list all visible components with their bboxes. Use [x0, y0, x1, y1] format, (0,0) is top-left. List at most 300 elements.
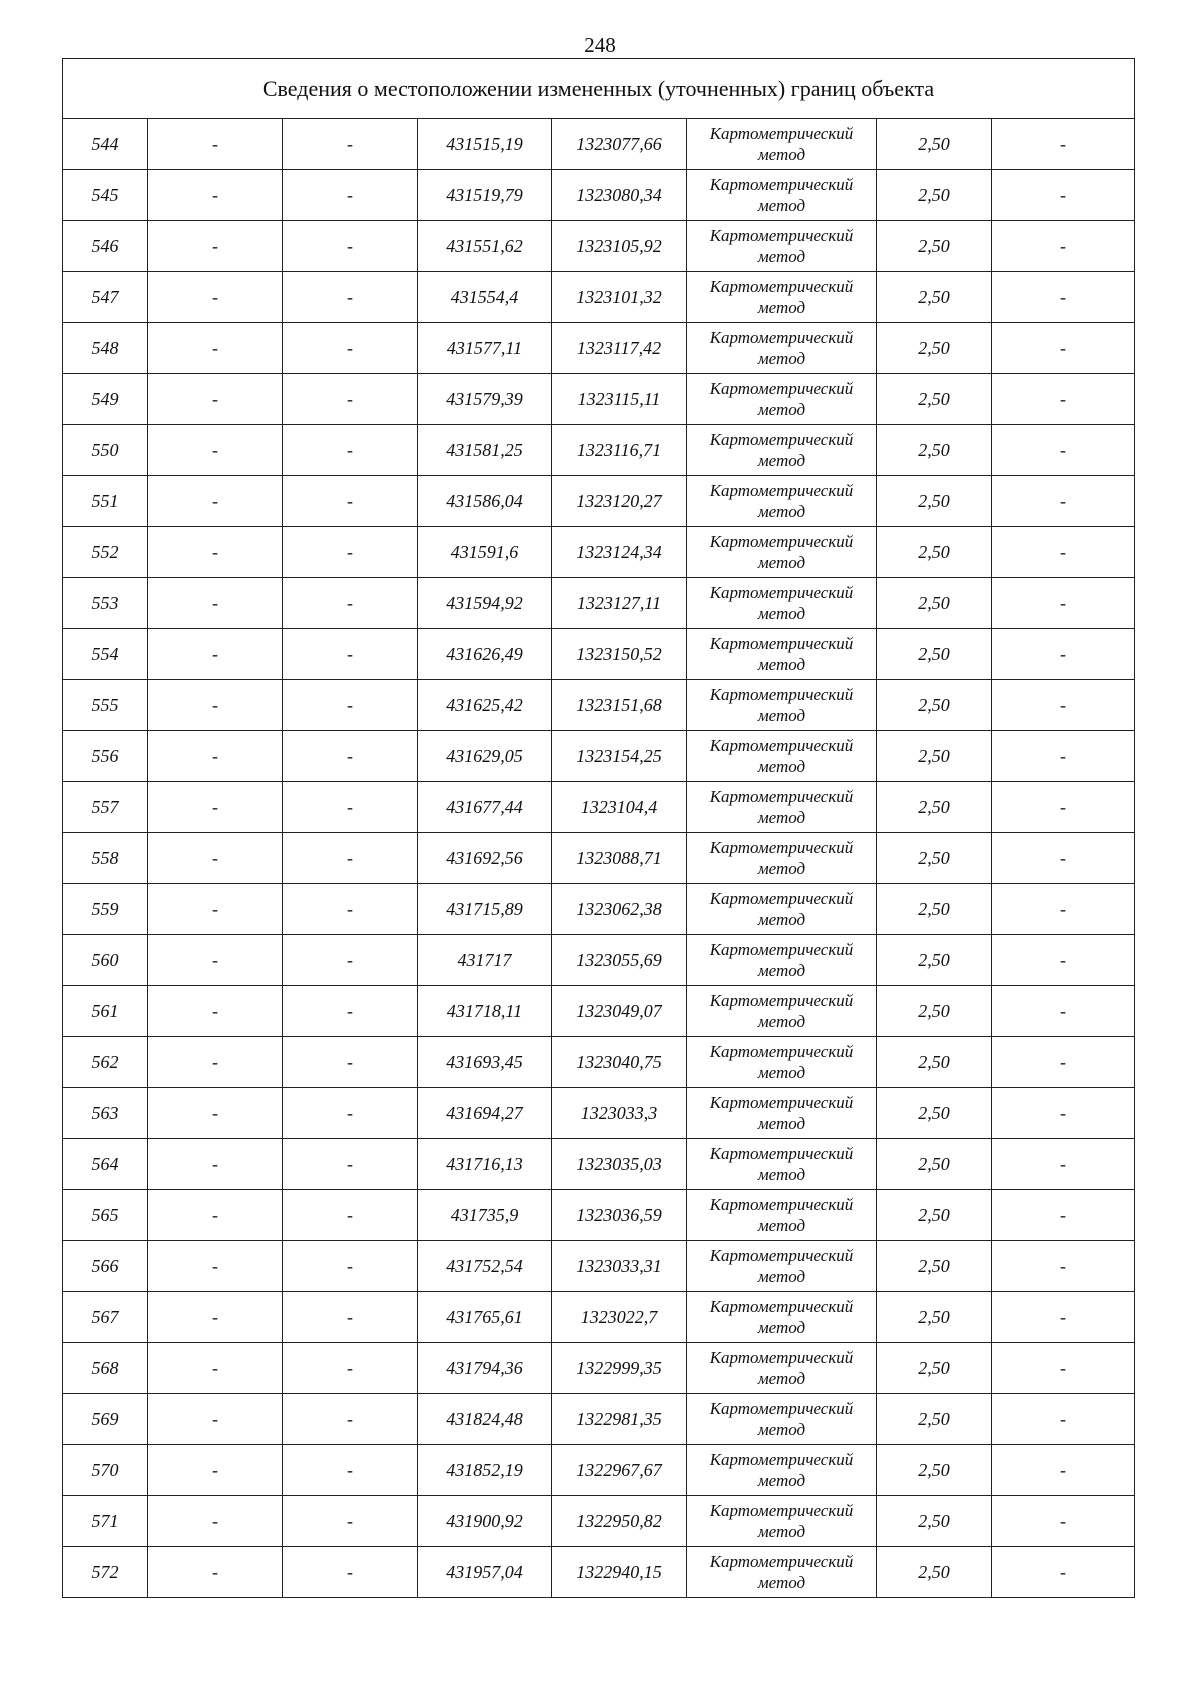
- table-row: [63, 221, 1135, 272]
- point-number-cell: 553: [63, 578, 148, 629]
- method-cell: [687, 1445, 877, 1496]
- method-label-line-2: метод: [757, 1522, 806, 1541]
- empty-value-cell: -: [148, 935, 283, 986]
- x-coordinate-cell: 431824,48: [418, 1394, 552, 1445]
- y-coordinate-cell: 1323117,42: [552, 323, 687, 374]
- method-cell: [687, 884, 877, 935]
- x-coordinate-cell: 431626,49: [418, 629, 552, 680]
- empty-value-cell: -: [148, 323, 283, 374]
- method-label-line-2: метод: [757, 1012, 806, 1031]
- accuracy-cell: 2,50: [877, 272, 992, 323]
- empty-value-cell: -: [148, 119, 283, 170]
- method-label-line-1: Картометрический: [709, 1042, 854, 1061]
- empty-value-cell: -: [992, 1037, 1135, 1088]
- accuracy-cell: 2,50: [877, 1343, 992, 1394]
- empty-value-cell: -: [992, 731, 1135, 782]
- method-cell: [687, 170, 877, 221]
- method-cell: [687, 1139, 877, 1190]
- table-row: [63, 578, 1135, 629]
- method-cell: [687, 476, 877, 527]
- method-cell: [687, 1190, 877, 1241]
- empty-value-cell: -: [148, 1547, 283, 1598]
- accuracy-cell: 2,50: [877, 1496, 992, 1547]
- empty-value-cell: -: [992, 1547, 1135, 1598]
- table-row: [63, 374, 1135, 425]
- accuracy-cell: 2,50: [877, 884, 992, 935]
- method-label-line-2: метод: [757, 553, 806, 572]
- empty-value-cell: -: [992, 1343, 1135, 1394]
- method-label-line-2: метод: [757, 1063, 806, 1082]
- table-row: [63, 272, 1135, 323]
- table-row: [63, 1547, 1135, 1598]
- empty-value-cell: -: [148, 374, 283, 425]
- empty-value-cell: -: [148, 1088, 283, 1139]
- point-number-cell: 561: [63, 986, 148, 1037]
- table-row: [63, 1139, 1135, 1190]
- method-label-line-2: метод: [757, 451, 806, 470]
- y-coordinate-cell: 1323124,34: [552, 527, 687, 578]
- point-number-cell: 566: [63, 1241, 148, 1292]
- y-coordinate-cell: 1323088,71: [552, 833, 687, 884]
- empty-value-cell: -: [992, 374, 1135, 425]
- empty-value-cell: -: [148, 1496, 283, 1547]
- empty-value-cell: -: [283, 1292, 418, 1343]
- point-number-cell: 564: [63, 1139, 148, 1190]
- empty-value-cell: -: [992, 272, 1135, 323]
- accuracy-cell: 2,50: [877, 1190, 992, 1241]
- x-coordinate-cell: 431717: [418, 935, 552, 986]
- method-label-line-1: Картометрический: [709, 991, 854, 1010]
- empty-value-cell: -: [283, 884, 418, 935]
- method-cell: [687, 374, 877, 425]
- method-cell: [687, 782, 877, 833]
- point-number-cell: 565: [63, 1190, 148, 1241]
- method-cell: [687, 680, 877, 731]
- empty-value-cell: -: [992, 986, 1135, 1037]
- table-row: [63, 1037, 1135, 1088]
- y-coordinate-cell: 1323105,92: [552, 221, 687, 272]
- table-row: [63, 884, 1135, 935]
- method-label-line-1: Картометрический: [709, 634, 854, 653]
- y-coordinate-cell: 1323115,11: [552, 374, 687, 425]
- method-cell: [687, 323, 877, 374]
- empty-value-cell: -: [283, 119, 418, 170]
- x-coordinate-cell: 431752,54: [418, 1241, 552, 1292]
- empty-value-cell: -: [148, 272, 283, 323]
- point-number-cell: 569: [63, 1394, 148, 1445]
- table-row: [63, 1292, 1135, 1343]
- x-coordinate-cell: 431718,11: [418, 986, 552, 1037]
- empty-value-cell: -: [992, 119, 1135, 170]
- point-number-cell: 547: [63, 272, 148, 323]
- method-label-line-1: Картометрический: [709, 685, 854, 704]
- method-cell: [687, 1496, 877, 1547]
- point-number-cell: 567: [63, 1292, 148, 1343]
- empty-value-cell: -: [992, 1394, 1135, 1445]
- method-label-line-1: Картометрический: [709, 175, 854, 194]
- point-number-cell: 560: [63, 935, 148, 986]
- method-label-line-1: Картометрический: [709, 583, 854, 602]
- method-label-line-1: Картометрический: [709, 1297, 854, 1316]
- method-label-line-1: Картометрический: [709, 1399, 854, 1418]
- method-label-line-2: метод: [757, 655, 806, 674]
- method-label-line-2: метод: [757, 1114, 806, 1133]
- x-coordinate-cell: 431629,05: [418, 731, 552, 782]
- method-label-line-2: метод: [757, 502, 806, 521]
- method-label-line-2: метод: [757, 604, 806, 623]
- empty-value-cell: -: [992, 1241, 1135, 1292]
- empty-value-cell: -: [283, 1547, 418, 1598]
- y-coordinate-cell: 1323151,68: [552, 680, 687, 731]
- empty-value-cell: -: [992, 425, 1135, 476]
- empty-value-cell: -: [148, 884, 283, 935]
- point-number-cell: 572: [63, 1547, 148, 1598]
- empty-value-cell: -: [148, 1241, 283, 1292]
- empty-value-cell: -: [148, 1037, 283, 1088]
- table-row: [63, 731, 1135, 782]
- y-coordinate-cell: 1323033,31: [552, 1241, 687, 1292]
- y-coordinate-cell: 1323055,69: [552, 935, 687, 986]
- accuracy-cell: 2,50: [877, 629, 992, 680]
- method-label-line-1: Картометрический: [709, 532, 854, 551]
- x-coordinate-cell: 431515,19: [418, 119, 552, 170]
- y-coordinate-cell: 1323022,7: [552, 1292, 687, 1343]
- x-coordinate-cell: 431625,42: [418, 680, 552, 731]
- y-coordinate-cell: 1323040,75: [552, 1037, 687, 1088]
- method-label-line-1: Картометрический: [709, 1195, 854, 1214]
- method-label-line-1: Картометрический: [709, 1501, 854, 1520]
- empty-value-cell: -: [148, 629, 283, 680]
- method-cell: [687, 425, 877, 476]
- table-row: [63, 986, 1135, 1037]
- method-cell: [687, 119, 877, 170]
- method-cell: [687, 527, 877, 578]
- method-label-line-1: Картометрический: [709, 277, 854, 296]
- point-number-cell: 563: [63, 1088, 148, 1139]
- accuracy-cell: 2,50: [877, 680, 992, 731]
- table-row: [63, 629, 1135, 680]
- accuracy-cell: 2,50: [877, 731, 992, 782]
- method-label-line-2: метод: [757, 145, 806, 164]
- method-cell: [687, 731, 877, 782]
- method-label-line-1: Картометрический: [709, 379, 854, 398]
- x-coordinate-cell: 431579,39: [418, 374, 552, 425]
- empty-value-cell: -: [283, 1139, 418, 1190]
- accuracy-cell: 2,50: [877, 833, 992, 884]
- x-coordinate-cell: 431716,13: [418, 1139, 552, 1190]
- accuracy-cell: 2,50: [877, 323, 992, 374]
- x-coordinate-cell: 431900,92: [418, 1496, 552, 1547]
- method-label-line-1: Картометрический: [709, 1144, 854, 1163]
- table-row: [63, 833, 1135, 884]
- method-label-line-1: Картометрический: [709, 838, 854, 857]
- empty-value-cell: -: [148, 1190, 283, 1241]
- empty-value-cell: -: [148, 527, 283, 578]
- method-label-line-1: Картометрический: [709, 124, 854, 143]
- y-coordinate-cell: 1322940,15: [552, 1547, 687, 1598]
- empty-value-cell: -: [283, 272, 418, 323]
- y-coordinate-cell: 1323062,38: [552, 884, 687, 935]
- accuracy-cell: 2,50: [877, 782, 992, 833]
- empty-value-cell: -: [283, 680, 418, 731]
- method-label-line-2: метод: [757, 400, 806, 419]
- x-coordinate-cell: 431694,27: [418, 1088, 552, 1139]
- method-label-line-2: метод: [757, 910, 806, 929]
- point-number-cell: 570: [63, 1445, 148, 1496]
- accuracy-cell: 2,50: [877, 578, 992, 629]
- accuracy-cell: 2,50: [877, 221, 992, 272]
- empty-value-cell: -: [148, 425, 283, 476]
- y-coordinate-cell: 1323154,25: [552, 731, 687, 782]
- y-coordinate-cell: 1323049,07: [552, 986, 687, 1037]
- x-coordinate-cell: 431715,89: [418, 884, 552, 935]
- empty-value-cell: -: [148, 1445, 283, 1496]
- empty-value-cell: -: [148, 578, 283, 629]
- point-number-cell: 545: [63, 170, 148, 221]
- method-label-line-2: метод: [757, 298, 806, 317]
- table-title: Сведения о местоположении измененных (уточненных) границ объекта: [63, 59, 1135, 119]
- method-label-line-2: метод: [757, 1573, 806, 1592]
- method-cell: [687, 1088, 877, 1139]
- empty-value-cell: -: [148, 680, 283, 731]
- point-number-cell: 546: [63, 221, 148, 272]
- empty-value-cell: -: [148, 782, 283, 833]
- y-coordinate-cell: 1322967,67: [552, 1445, 687, 1496]
- method-label-line-2: метод: [757, 349, 806, 368]
- empty-value-cell: -: [283, 1445, 418, 1496]
- point-number-cell: 554: [63, 629, 148, 680]
- method-cell: [687, 629, 877, 680]
- empty-value-cell: -: [283, 221, 418, 272]
- method-label-line-2: метод: [757, 1318, 806, 1337]
- empty-value-cell: -: [992, 782, 1135, 833]
- method-label-line-2: метод: [757, 1267, 806, 1286]
- method-label-line-1: Картометрический: [709, 1450, 854, 1469]
- empty-value-cell: -: [148, 476, 283, 527]
- accuracy-cell: 2,50: [877, 1037, 992, 1088]
- y-coordinate-cell: 1323036,59: [552, 1190, 687, 1241]
- method-label-line-2: метод: [757, 1216, 806, 1235]
- table-row: [63, 527, 1135, 578]
- empty-value-cell: -: [283, 986, 418, 1037]
- method-label-line-1: Картометрический: [709, 940, 854, 959]
- empty-value-cell: -: [283, 323, 418, 374]
- table-row: [63, 170, 1135, 221]
- y-coordinate-cell: 1322981,35: [552, 1394, 687, 1445]
- method-label-line-1: Картометрический: [709, 1246, 854, 1265]
- method-label-line-2: метод: [757, 706, 806, 725]
- table-row: [63, 1445, 1135, 1496]
- method-label-line-1: Картометрический: [709, 430, 854, 449]
- empty-value-cell: -: [992, 629, 1135, 680]
- accuracy-cell: 2,50: [877, 425, 992, 476]
- boundary-coordinates-table: [62, 58, 1135, 1598]
- accuracy-cell: 2,50: [877, 1394, 992, 1445]
- empty-value-cell: -: [283, 425, 418, 476]
- empty-value-cell: -: [283, 1496, 418, 1547]
- y-coordinate-cell: 1323101,32: [552, 272, 687, 323]
- method-label-line-2: метод: [757, 1165, 806, 1184]
- point-number-cell: 556: [63, 731, 148, 782]
- method-cell: [687, 1547, 877, 1598]
- point-number-cell: 544: [63, 119, 148, 170]
- y-coordinate-cell: 1323120,27: [552, 476, 687, 527]
- method-label-line-1: Картометрический: [709, 481, 854, 500]
- empty-value-cell: -: [992, 833, 1135, 884]
- method-label-line-2: метод: [757, 1471, 806, 1490]
- x-coordinate-cell: 431577,11: [418, 323, 552, 374]
- accuracy-cell: 2,50: [877, 170, 992, 221]
- empty-value-cell: -: [283, 1037, 418, 1088]
- method-label-line-2: метод: [757, 859, 806, 878]
- accuracy-cell: 2,50: [877, 1547, 992, 1598]
- accuracy-cell: 2,50: [877, 1139, 992, 1190]
- method-cell: [687, 1343, 877, 1394]
- method-cell: [687, 1037, 877, 1088]
- method-label-line-1: Картометрический: [709, 226, 854, 245]
- empty-value-cell: -: [148, 986, 283, 1037]
- empty-value-cell: -: [283, 374, 418, 425]
- table-row: [63, 1241, 1135, 1292]
- empty-value-cell: -: [283, 1190, 418, 1241]
- empty-value-cell: -: [992, 476, 1135, 527]
- accuracy-cell: 2,50: [877, 476, 992, 527]
- table-row: [63, 1496, 1135, 1547]
- empty-value-cell: -: [992, 1445, 1135, 1496]
- y-coordinate-cell: 1323127,11: [552, 578, 687, 629]
- empty-value-cell: -: [283, 1343, 418, 1394]
- empty-value-cell: -: [283, 527, 418, 578]
- accuracy-cell: 2,50: [877, 986, 992, 1037]
- x-coordinate-cell: 431581,25: [418, 425, 552, 476]
- accuracy-cell: 2,50: [877, 1088, 992, 1139]
- empty-value-cell: -: [992, 884, 1135, 935]
- method-cell: [687, 1394, 877, 1445]
- table-row: [63, 935, 1135, 986]
- x-coordinate-cell: 431735,9: [418, 1190, 552, 1241]
- method-label-line-2: метод: [757, 196, 806, 215]
- point-number-cell: 552: [63, 527, 148, 578]
- y-coordinate-cell: 1322999,35: [552, 1343, 687, 1394]
- method-label-line-2: метод: [757, 1369, 806, 1388]
- y-coordinate-cell: 1323150,52: [552, 629, 687, 680]
- method-cell: [687, 272, 877, 323]
- method-label-line-1: Картометрический: [709, 736, 854, 755]
- method-cell: [687, 1241, 877, 1292]
- method-cell: [687, 221, 877, 272]
- empty-value-cell: -: [992, 1139, 1135, 1190]
- method-label-line-2: метод: [757, 961, 806, 980]
- method-label-line-1: Картометрический: [709, 787, 854, 806]
- empty-value-cell: -: [992, 221, 1135, 272]
- y-coordinate-cell: 1323033,3: [552, 1088, 687, 1139]
- accuracy-cell: 2,50: [877, 1445, 992, 1496]
- method-label-line-1: Картометрический: [709, 1552, 854, 1571]
- empty-value-cell: -: [283, 170, 418, 221]
- empty-value-cell: -: [283, 578, 418, 629]
- point-number-cell: 557: [63, 782, 148, 833]
- point-number-cell: 562: [63, 1037, 148, 1088]
- method-label-line-1: Картометрический: [709, 889, 854, 908]
- y-coordinate-cell: 1323035,03: [552, 1139, 687, 1190]
- empty-value-cell: -: [992, 170, 1135, 221]
- method-label-line-1: Картометрический: [709, 1348, 854, 1367]
- accuracy-cell: 2,50: [877, 374, 992, 425]
- point-number-cell: 551: [63, 476, 148, 527]
- x-coordinate-cell: 431692,56: [418, 833, 552, 884]
- empty-value-cell: -: [992, 578, 1135, 629]
- y-coordinate-cell: 1323116,71: [552, 425, 687, 476]
- x-coordinate-cell: 431551,62: [418, 221, 552, 272]
- empty-value-cell: -: [283, 782, 418, 833]
- method-label-line-2: метод: [757, 1420, 806, 1439]
- method-cell: [687, 833, 877, 884]
- point-number-cell: 568: [63, 1343, 148, 1394]
- method-label-line-2: метод: [757, 808, 806, 827]
- empty-value-cell: -: [148, 1292, 283, 1343]
- y-coordinate-cell: 1323077,66: [552, 119, 687, 170]
- table-row: [63, 1088, 1135, 1139]
- method-label-line-2: метод: [757, 757, 806, 776]
- accuracy-cell: 2,50: [877, 1292, 992, 1343]
- x-coordinate-cell: 431519,79: [418, 170, 552, 221]
- point-number-cell: 555: [63, 680, 148, 731]
- table-row: [63, 323, 1135, 374]
- point-number-cell: 550: [63, 425, 148, 476]
- empty-value-cell: -: [992, 1496, 1135, 1547]
- empty-value-cell: -: [992, 1292, 1135, 1343]
- point-number-cell: 571: [63, 1496, 148, 1547]
- x-coordinate-cell: 431852,19: [418, 1445, 552, 1496]
- x-coordinate-cell: 431586,04: [418, 476, 552, 527]
- empty-value-cell: -: [148, 221, 283, 272]
- empty-value-cell: -: [283, 731, 418, 782]
- empty-value-cell: -: [283, 1394, 418, 1445]
- x-coordinate-cell: 431594,92: [418, 578, 552, 629]
- table-row: [63, 1394, 1135, 1445]
- method-cell: [687, 986, 877, 1037]
- x-coordinate-cell: 431554,4: [418, 272, 552, 323]
- x-coordinate-cell: 431794,36: [418, 1343, 552, 1394]
- table-row: [63, 1343, 1135, 1394]
- empty-value-cell: -: [283, 833, 418, 884]
- table-row: [63, 1190, 1135, 1241]
- point-number-cell: 558: [63, 833, 148, 884]
- empty-value-cell: -: [992, 680, 1135, 731]
- y-coordinate-cell: 1323080,34: [552, 170, 687, 221]
- accuracy-cell: 2,50: [877, 527, 992, 578]
- empty-value-cell: -: [148, 731, 283, 782]
- method-label-line-2: метод: [757, 247, 806, 266]
- method-cell: [687, 935, 877, 986]
- table-row: [63, 782, 1135, 833]
- x-coordinate-cell: 431591,6: [418, 527, 552, 578]
- empty-value-cell: -: [992, 935, 1135, 986]
- table-row: [63, 476, 1135, 527]
- method-label-line-1: Картометрический: [709, 328, 854, 347]
- empty-value-cell: -: [992, 1088, 1135, 1139]
- method-cell: [687, 578, 877, 629]
- x-coordinate-cell: 431693,45: [418, 1037, 552, 1088]
- y-coordinate-cell: 1323104,4: [552, 782, 687, 833]
- accuracy-cell: 2,50: [877, 1241, 992, 1292]
- table-row: [63, 425, 1135, 476]
- table-row: [63, 119, 1135, 170]
- empty-value-cell: -: [148, 833, 283, 884]
- x-coordinate-cell: 431677,44: [418, 782, 552, 833]
- empty-value-cell: -: [283, 935, 418, 986]
- point-number-cell: 559: [63, 884, 148, 935]
